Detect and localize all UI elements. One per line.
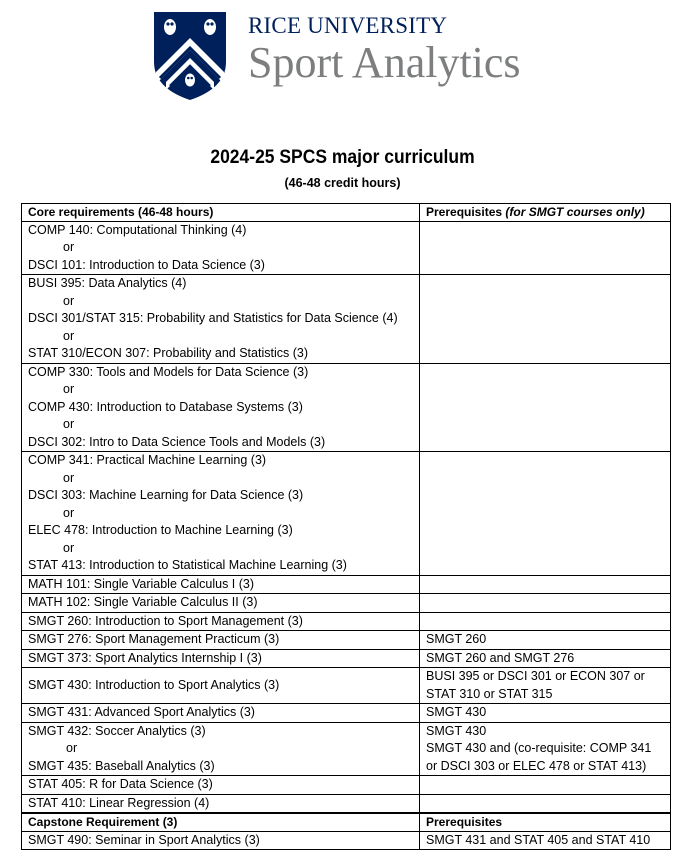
core-requirements-header: Core requirements (46-48 hours) [22,204,420,222]
course-options-cell: COMP 140: Computational Thinking (4) or DSCI 101: Introduction to Data Science (3) [22,221,420,275]
course-cell: MATH 101: Single Variable Calculus I (3) [22,575,420,594]
curriculum-table [21,203,671,850]
table-row [22,649,671,668]
course-cell: SMGT 373: Sport Analytics Internship I (3) [22,649,420,668]
prereq-cell [420,575,671,594]
prereq-cell: SMGT 430 SMGT 430 and (co-requisite: COMP 341 or DSCI 303 or ELEC 478 or STAT 413) [420,722,671,776]
table-row [22,704,671,723]
capstone-prereq-header: Prerequisites [420,813,671,831]
prereq-cell [420,221,671,275]
table-row [22,776,671,795]
table-row [22,612,671,631]
course-options-cell: COMP 341: Practical Machine Learning (3) or DSCI 303: Machine Learning for Data Science (3) or ELEC 478: Introduction to Machine Learning (3) or STAT 413: Introduction to Statistical Machine Learning (3) [22,452,420,576]
course-cell: STAT 410: Linear Regression (4) [22,794,420,813]
table-row [22,831,671,850]
rice-shield-logo [152,10,228,102]
course-cell: SMGT 260: Introduction to Sport Management (3) [22,612,420,631]
university-name: RICE UNIVERSITY [248,13,448,38]
course-options-cell: SMGT 432: Soccer Analytics (3) or SMGT 435: Baseball Analytics (3) [22,722,420,776]
prereq-cell [420,452,671,576]
prereq-cell [420,794,671,813]
prereq-cell [420,594,671,613]
prereq-cell: SMGT 260 [420,631,671,650]
page-subtitle: (46-48 credit hours) [284,176,401,190]
prereq-cell [420,275,671,364]
table-row [22,575,671,594]
page-title: 2024-25 SPCS major curriculum [210,147,475,168]
table-row [22,794,671,813]
course-options-cell: COMP 330: Tools and Models for Data Science (3) or COMP 430: Introduction to Database Systems (3) or DSCI 302: Intro to Data Science Tools and Models (3) [22,363,420,452]
course-cell: SMGT 276: Sport Management Practicum (3) [22,631,420,650]
prereq-cell: BUSI 395 or DSCI 301 or ECON 307 or STAT 310 or STAT 315 [420,668,671,704]
capstone-header-row [22,813,671,831]
course-cell: SMGT 490: Seminar in Sport Analytics (3) [22,831,420,850]
table-row [22,221,671,275]
table-row [22,631,671,650]
header [152,10,552,105]
prereq-cell: SMGT 430 [420,704,671,723]
prereq-cell [420,363,671,452]
brand-wordmark [248,12,521,87]
course-cell: MATH 102: Single Variable Calculus II (3) [22,594,420,613]
prereq-cell [420,612,671,631]
table-row [22,452,671,576]
course-cell: SMGT 430: Introduction to Sport Analytics (3) [22,668,420,704]
prereq-cell: SMGT 260 and SMGT 276 [420,649,671,668]
table-header-row [22,204,671,222]
prerequisites-note: (for SMGT courses only) [505,205,645,219]
table-row [22,668,671,704]
course-cell: STAT 405: R for Data Science (3) [22,776,420,795]
course-options-cell: BUSI 395: Data Analytics (4) or DSCI 301/STAT 315: Probability and Statistics for Data Science (4) or STAT 310/ECON 307: Probability and Statistics (3) [22,275,420,364]
table-row [22,722,671,776]
table-row [22,363,671,452]
prerequisites-header: Prerequisites (for SMGT courses only) [420,204,671,222]
prereq-cell [420,776,671,795]
program-name: Sport Analytics [248,38,521,87]
prereq-cell: SMGT 431 and STAT 405 and STAT 410 [420,831,671,850]
table-row [22,275,671,364]
capstone-header: Capstone Requirement (3) [22,813,420,831]
table-row [22,594,671,613]
course-cell: SMGT 431: Advanced Sport Analytics (3) [22,704,420,723]
